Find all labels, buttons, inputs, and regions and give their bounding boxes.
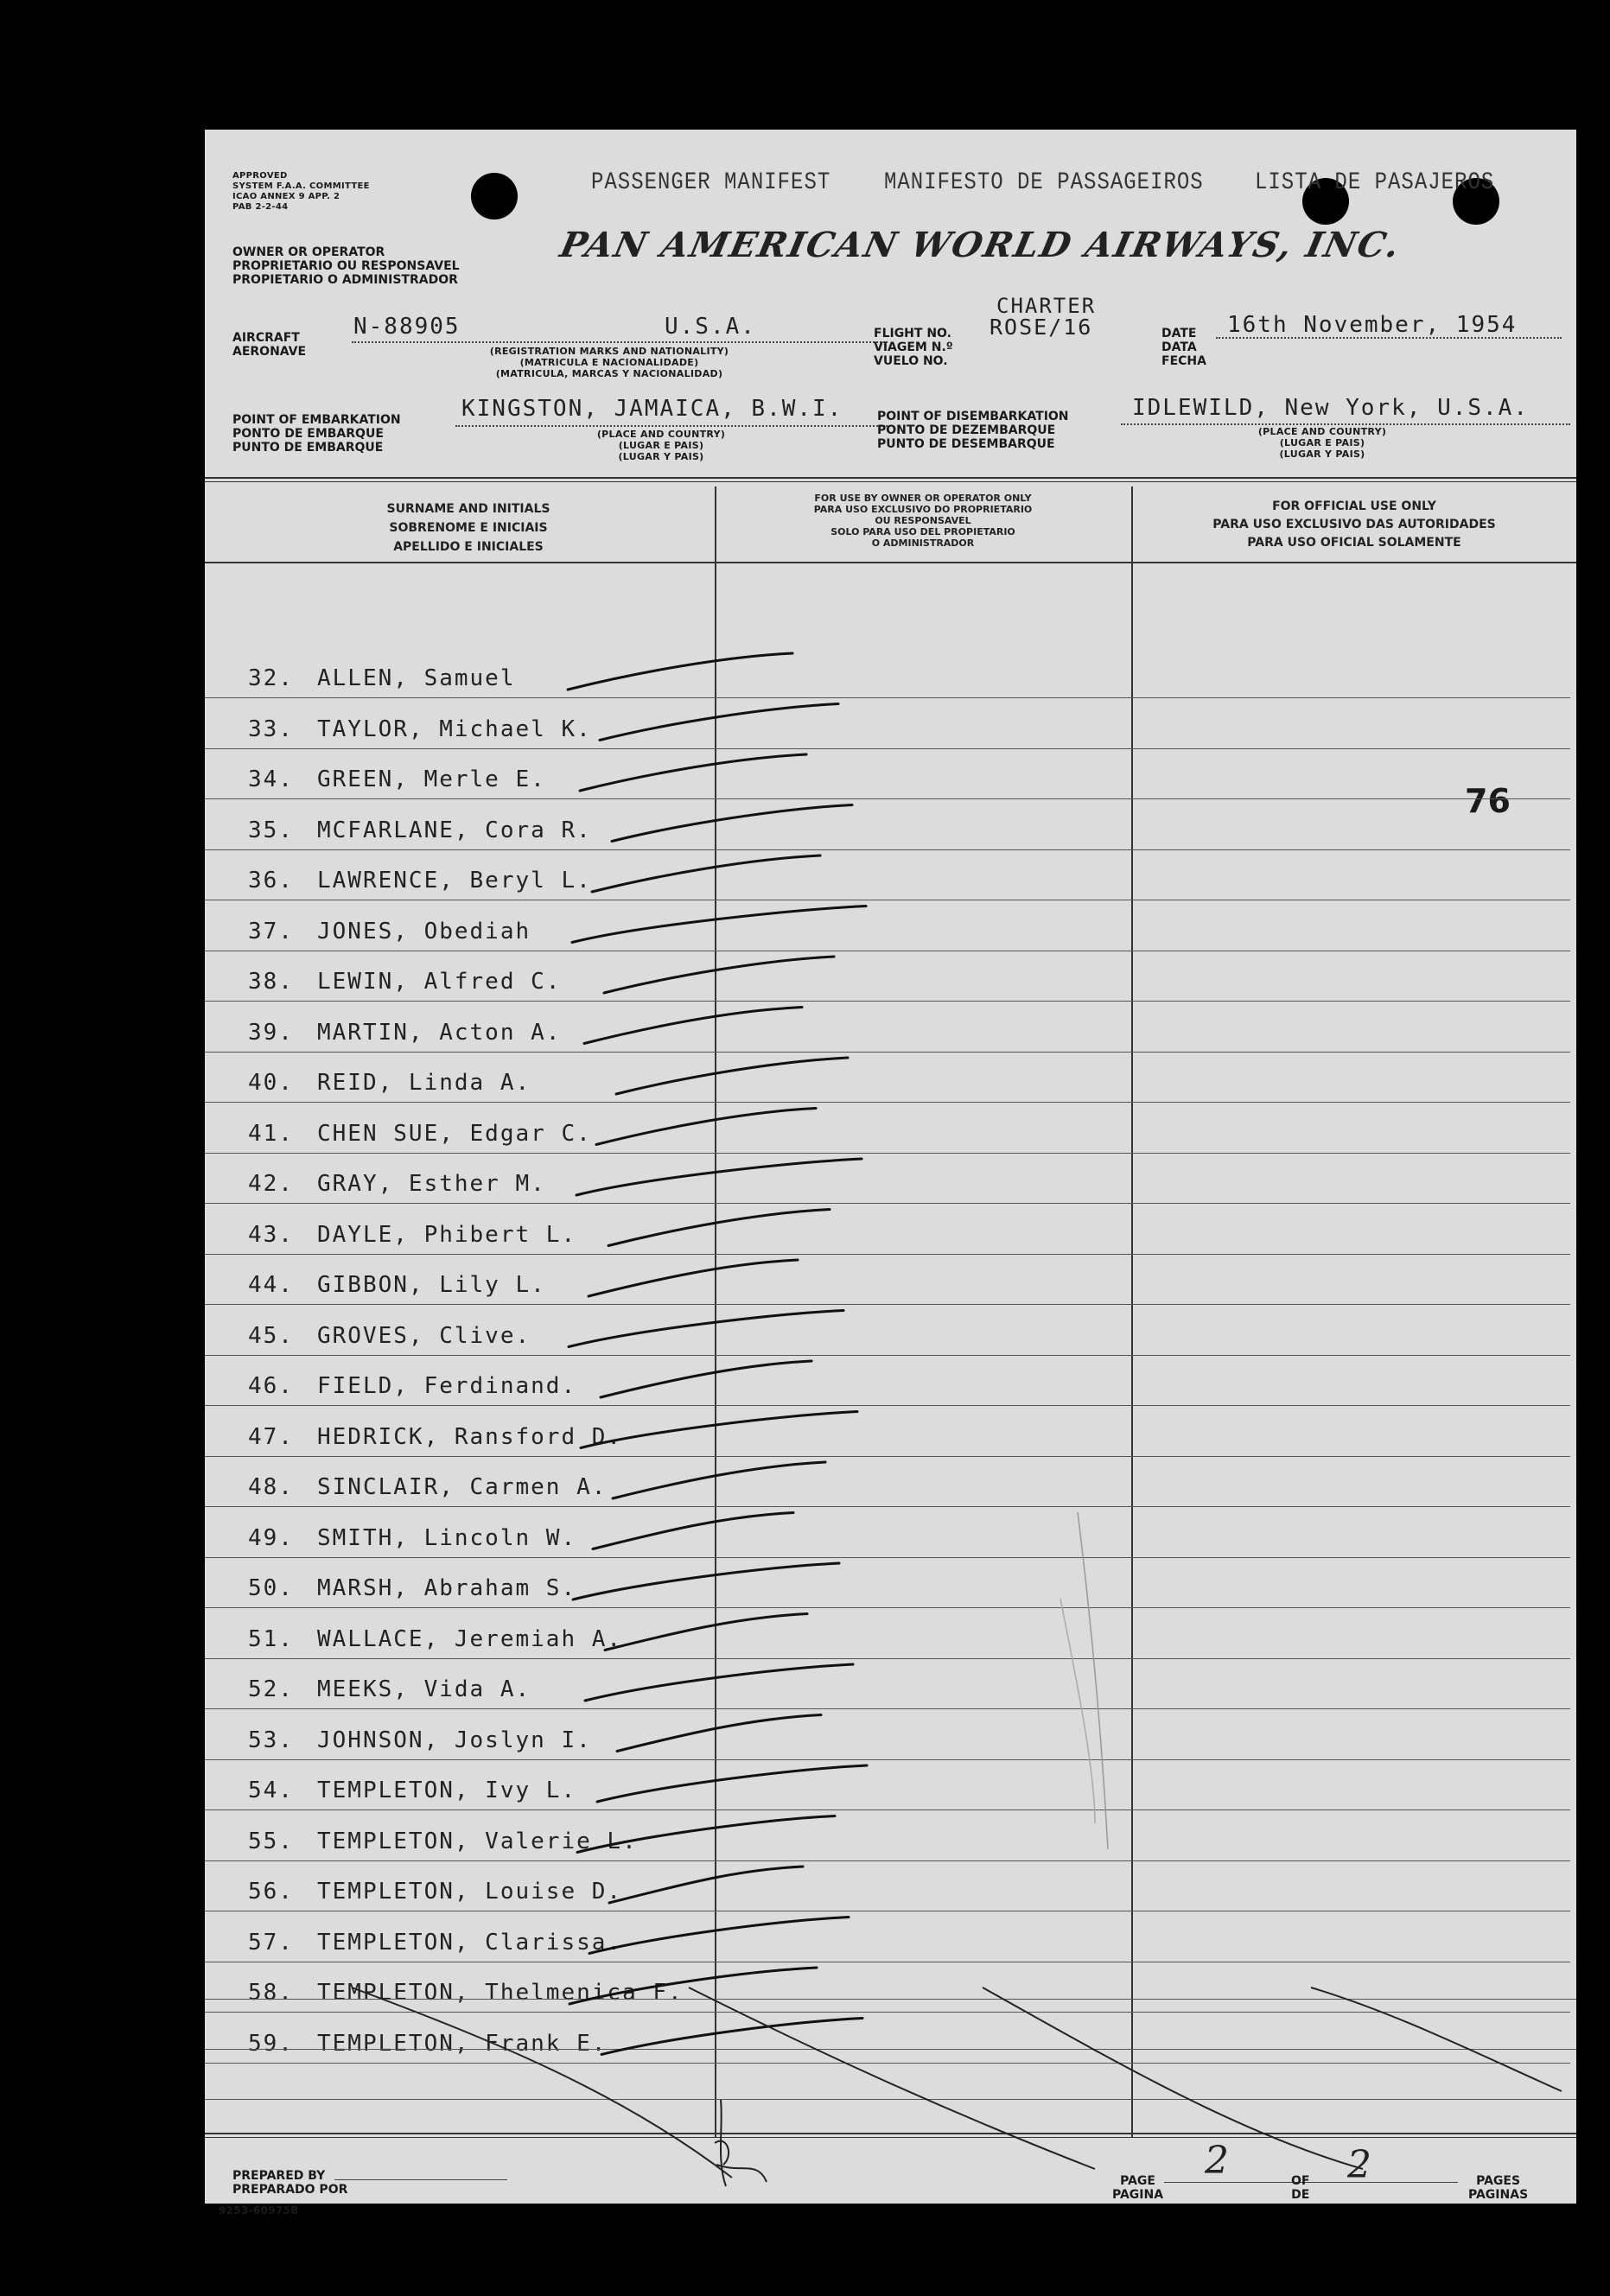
title-spanish: LISTA DE PASAJEROS [1255, 169, 1495, 197]
place-note: (PLACE AND COUNTRY) (LUGAR E PAIS) (LUGAR Y PAIS) [596, 429, 726, 462]
passenger-name: GROVES, Clive. [317, 1322, 531, 1349]
passenger-name: FIELD, Ferdinand. [317, 1373, 577, 1399]
passenger-number: 32. [248, 665, 294, 691]
pencil-mark [1078, 1512, 1108, 1849]
diagonal-stroke [352, 1988, 732, 2178]
check-stroke [568, 653, 792, 690]
approval-line: ICAO ANNEX 9 APP. 2 [232, 192, 340, 201]
diagonal-stroke [983, 1988, 1363, 2169]
flight-label: FLIGHT NO. VIAGEM N.º VUELO NO. [874, 327, 953, 368]
place-note: (PLACE AND COUNTRY) (LUGAR E PAIS) (LUGAR Y PAIS) [1257, 426, 1387, 460]
date-label: DATE DATA FECHA [1161, 327, 1206, 368]
passenger-number: 53. [248, 1727, 294, 1753]
embarkation-place: KINGSTON, JAMAICA, B.W.I. [461, 396, 843, 422]
check-stroke [577, 1816, 835, 1853]
passenger-name: MEEKS, Vida A. [317, 1676, 531, 1702]
passenger-number: 47. [248, 1423, 294, 1450]
title-portuguese: MANIFESTO DE PASSAGEIROS [884, 169, 1204, 197]
passenger-number: 33. [248, 716, 294, 742]
operator-column-header: FOR USE BY OWNER OR OPERATOR ONLY PARA USO EXCLUSIVO DO PROPRIETARIO OU RESPONSAVEL SOLO PARA USO DEL PROPIETARIO O ADMINISTRADOR [813, 493, 1033, 549]
passenger-number: 37. [248, 918, 294, 944]
of-label: OF DE [1291, 2174, 1310, 2202]
operator-name: PAN AMERICAN WORLD AIRWAYS, INC. [557, 225, 1405, 265]
passenger-name: HEDRICK, Ransford D. [317, 1423, 623, 1450]
owner-label: OWNER OR OPERATOR PROPRIETARIO OU RESPONSAVEL PROPIETARIO O ADMINISTRADOR [232, 245, 460, 287]
passenger-number: 44. [248, 1272, 294, 1298]
passenger-name: CHEN SUE, Edgar C. [317, 1120, 592, 1147]
check-stroke [581, 1412, 857, 1448]
passenger-number: 46. [248, 1373, 294, 1399]
passenger-name: GIBBON, Lily L. [317, 1272, 546, 1298]
check-stroke [569, 1311, 843, 1347]
check-stroke [573, 1563, 839, 1600]
approval-line: PAB 2-2-44 [232, 202, 289, 212]
passenger-name: SMITH, Lincoln W. [317, 1524, 577, 1551]
passenger-number: 42. [248, 1171, 294, 1197]
check-stroke [601, 1361, 811, 1397]
passenger-name: LEWIN, Alfred C. [317, 969, 562, 995]
passenger-number: 48. [248, 1474, 294, 1500]
total-pages: 2 [1347, 2143, 1371, 2187]
page-number: 2 [1205, 2139, 1229, 2183]
passenger-number: 52. [248, 1676, 294, 1702]
passenger-name: MCFARLANE, Cora R. [317, 817, 592, 843]
passenger-name: JONES, Obediah [317, 918, 531, 944]
passenger-name: TEMPLETON, Thelmenica F. [317, 1980, 684, 2006]
passenger-name: JOHNSON, Joslyn I. [317, 1727, 592, 1753]
passenger-number: 55. [248, 1828, 294, 1854]
passenger-name: TEMPLETON, Louise D. [317, 1879, 623, 1905]
check-stroke [572, 906, 866, 943]
disembarkation-label: POINT OF DISEMBARKATION PONTO DE DEZEMBARQUE PUNTO DE DESEMBARQUE [877, 410, 1069, 451]
pencil-mark [1060, 1599, 1095, 1823]
aircraft-label: AIRCRAFT AERONAVE [232, 331, 307, 359]
passenger-number: 58. [248, 1980, 294, 2006]
passenger-number: 59. [248, 2030, 294, 2057]
passenger-number: 45. [248, 1322, 294, 1349]
passenger-name: SINCLAIR, Carmen A. [317, 1474, 608, 1500]
passenger-name: GRAY, Esther M. [317, 1171, 546, 1197]
passenger-name: GREEN, Merle E. [317, 766, 546, 792]
check-stroke [589, 1918, 849, 1954]
diagonal-stroke [689, 1988, 1095, 2169]
registration-note: (REGISTRATION MARKS AND NATIONALITY) (MATRICULA E NACIONALIDADE) (MATRICULA, MARCAS Y NACIONALIDAD) [489, 346, 729, 379]
passenger-name: TEMPLETON, Clarissa. [317, 1929, 623, 1956]
passenger-name: ALLEN, Samuel [317, 665, 516, 691]
embarkation-label: POINT OF EMBARKATION PONTO DE EMBARQUE PUNTO DE EMBARQUE [232, 413, 401, 455]
form-code: 9253-60975B [219, 2204, 299, 2216]
diagonal-stroke [1311, 1988, 1562, 2091]
passenger-number: 50. [248, 1575, 294, 1601]
prepared-by-label: PREPARED BY PREPARADO POR [232, 2169, 348, 2197]
passenger-name: MARTIN, Acton A. [317, 1019, 562, 1046]
check-stroke [592, 855, 820, 892]
approval-line: SYSTEM F.A.A. COMMITTEE [232, 181, 370, 191]
passenger-number: 56. [248, 1879, 294, 1905]
passenger-number: 51. [248, 1625, 294, 1652]
passenger-name: MARSH, Abraham S. [317, 1575, 577, 1601]
flight-number: ROSE/16 [990, 315, 1093, 340]
check-stroke [604, 957, 834, 993]
passenger-number: 38. [248, 969, 294, 995]
check-stroke [616, 1058, 848, 1094]
stamped-number: 76 [1465, 782, 1511, 820]
surname-column-header: SURNAME AND INITIALS SOBRENOME E INICIAIS APELLIDO E INICIALES [386, 502, 550, 554]
passenger-name: TEMPLETON, Ivy L. [317, 1778, 577, 1803]
passenger-number: 41. [248, 1120, 294, 1147]
title-english: PASSENGER MANIFEST [591, 169, 831, 197]
handwritten-marks [205, 130, 1576, 2204]
passenger-number: 54. [248, 1778, 294, 1803]
approval-line: APPROVED [232, 171, 288, 181]
check-stroke [617, 1715, 821, 1752]
check-stroke [584, 1008, 802, 1044]
passenger-name: DAYLE, Phibert L. [317, 1221, 577, 1248]
pages-label: PAGES PAGINAS [1468, 2174, 1529, 2202]
check-stroke [601, 2019, 862, 2055]
passenger-number: 34. [248, 766, 294, 792]
passenger-number: 49. [248, 1524, 294, 1551]
aircraft-nationality: U.S.A. [665, 314, 756, 340]
flight-date: 16th November, 1954 [1227, 312, 1518, 338]
official-column-header: FOR OFFICIAL USE ONLY PARA USO EXCLUSIVO DAS AUTORIDADES PARA USO OFICIAL SOLAMENTE [1212, 499, 1496, 550]
passenger-name: LAWRENCE, Beryl L. [317, 868, 592, 894]
check-stroke [609, 1867, 803, 1903]
check-stroke [612, 805, 852, 842]
check-stroke [589, 1260, 798, 1296]
passenger-name: TEMPLETON, Valerie L. [317, 1828, 638, 1854]
check-stroke [597, 1765, 867, 1802]
flight-type: CHARTER [996, 294, 1097, 318]
check-stroke [585, 1664, 853, 1701]
check-stroke [593, 1513, 793, 1549]
passenger-number: 39. [248, 1019, 294, 1046]
disembarkation-place: IDLEWILD, New York, U.S.A. [1132, 395, 1529, 421]
passenger-name: REID, Linda A. [317, 1070, 531, 1096]
passenger-number: 40. [248, 1070, 294, 1096]
passenger-name: TEMPLETON, Frank E. [317, 2030, 608, 2057]
passenger-number: 36. [248, 868, 294, 894]
check-stroke [608, 1210, 830, 1246]
aircraft-registration: N-88905 [353, 314, 461, 340]
passenger-name: WALLACE, Jeremiah A. [317, 1625, 623, 1652]
check-stroke [600, 704, 838, 741]
passenger-number: 43. [248, 1221, 294, 1248]
passenger-number: 57. [248, 1929, 294, 1956]
check-stroke [596, 1109, 816, 1145]
check-stroke [605, 1614, 807, 1650]
check-stroke [570, 1968, 817, 2004]
passenger-name: TAYLOR, Michael K. [317, 716, 592, 742]
check-stroke [580, 754, 806, 791]
check-stroke [613, 1462, 825, 1498]
passenger-number: 35. [248, 817, 294, 843]
page-label: PAGE PAGINA [1112, 2174, 1164, 2202]
check-stroke [576, 1159, 862, 1195]
manifest-page [205, 130, 1576, 2216]
